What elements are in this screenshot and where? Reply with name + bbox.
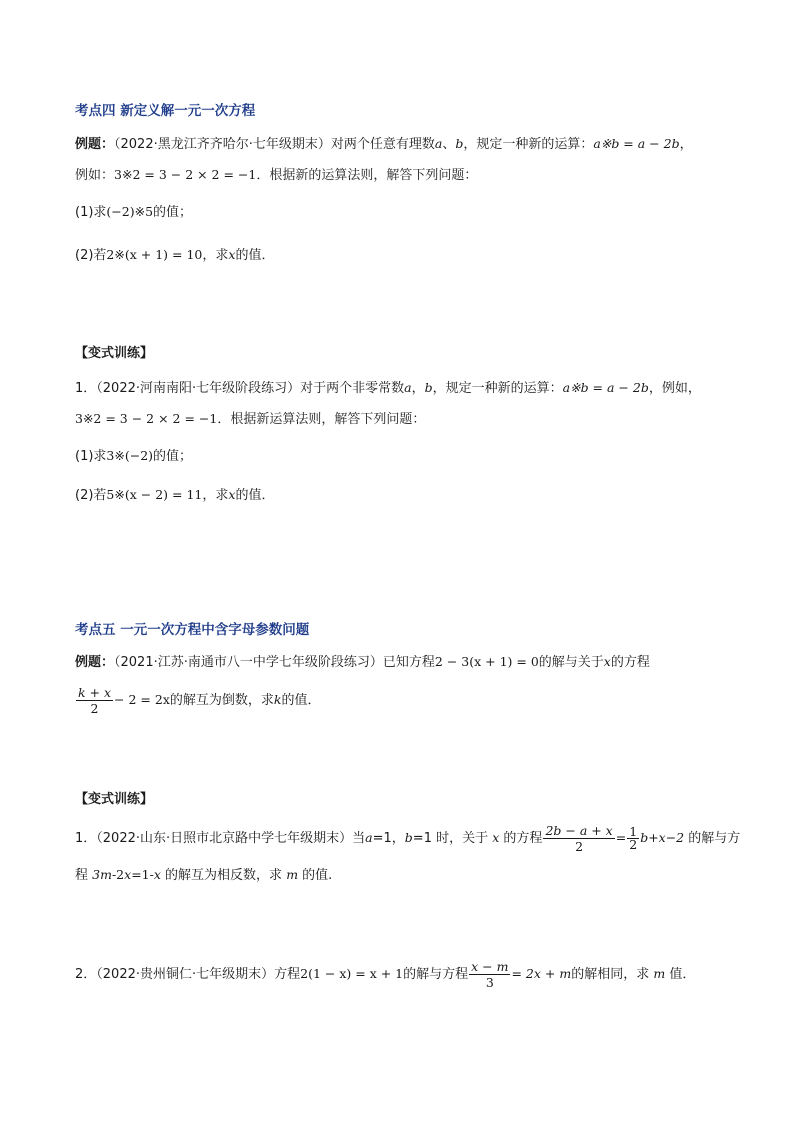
fraction-half <box>627 826 639 851</box>
example-source: （2021·江苏·南通市八一中学七年级阶段练习） <box>114 655 383 670</box>
math-equation: 2 − 3(x + 1) = 0 <box>434 654 539 669</box>
fraction-numerator: 2b − a + x <box>545 823 613 838</box>
problem-number: 2． <box>75 967 97 982</box>
variant1-line2 <box>75 409 425 430</box>
problem-text: 的方程 <box>499 831 543 846</box>
question-prefix: (1)求 <box>75 449 107 464</box>
math-example-expr: 3※2 = 3 − 2 × 2 = −1 <box>75 411 218 426</box>
problem-text: ．根据新运算法则，解答下列问题： <box>217 412 426 427</box>
variant-training-heading: 【变式训练】 <box>75 346 154 361</box>
math-equation: = 2x + m <box>511 966 572 981</box>
math-expr: =1- <box>131 867 154 882</box>
variant1-line1 <box>75 378 701 399</box>
math-var-b: b <box>455 136 464 151</box>
fraction <box>76 685 113 716</box>
problem-text: 的解互为相反数，求 <box>160 868 287 883</box>
math-var-b: b <box>404 830 413 845</box>
problem-text: =1， <box>372 831 405 846</box>
example-text: ．根据新的运算法则，解答下列问题： <box>256 168 478 183</box>
math-rule-expr: a※b = a − 2b <box>562 380 649 395</box>
example-text: 的解互为倒数，求 <box>169 693 274 708</box>
section4-question1 <box>75 202 192 223</box>
math-expr: b+x−2 <box>640 830 685 845</box>
question-text: ，求 <box>202 248 229 263</box>
variant2-p1-line2 <box>75 865 332 886</box>
fraction-denominator: 2 <box>575 839 584 854</box>
math-var-x: x <box>153 867 161 882</box>
example-label: 例题： <box>75 655 115 670</box>
math-expr: 2※(x + 1) = 10 <box>106 247 203 262</box>
variant1-question2 <box>75 485 274 506</box>
variant1-question1 <box>75 446 192 467</box>
math-var-a: a <box>404 380 412 395</box>
example-text: 例如： <box>75 168 115 183</box>
example-text: 、 <box>442 137 456 152</box>
math-var-x: x <box>228 487 236 502</box>
example-text: 的方程 <box>610 655 650 670</box>
variant-training-heading: 【变式训练】 <box>75 792 154 807</box>
problem-number: 1． <box>75 381 97 396</box>
problem-number: 1． <box>75 831 97 846</box>
math-expr: -2 <box>111 867 125 882</box>
question-prefix: (2)若 <box>75 488 107 503</box>
question-suffix: 的值． <box>235 488 275 503</box>
variant2-p1-line1 <box>75 818 740 859</box>
fraction-denominator: 2 <box>90 701 99 716</box>
math-var-m: m <box>286 867 299 882</box>
math-var-x: x <box>124 867 132 882</box>
problem-text: 的解与方 <box>684 831 741 846</box>
section5-example-line2 <box>75 682 320 719</box>
fraction <box>469 959 510 990</box>
math-var-m: m <box>653 966 666 981</box>
problem-text: 程 <box>75 868 93 883</box>
section4-heading: 考点四 新定义解一元一次方程 <box>75 103 256 119</box>
example-text: ，规定一种新的运算： <box>463 137 594 152</box>
fraction-numerator: x − m <box>471 959 509 974</box>
section4-example-line2 <box>75 165 477 186</box>
problem-text: ，规定一种新的运算： <box>432 381 563 396</box>
question-prefix: (2)若 <box>75 248 107 263</box>
question-prefix: (1)求 <box>75 205 107 220</box>
fraction <box>543 823 614 854</box>
question-suffix: 的值； <box>153 449 193 464</box>
problem-text: 值． <box>665 967 696 982</box>
fraction-numerator: k + x <box>78 685 112 700</box>
math-equation: − 2 = 2x <box>114 692 170 707</box>
problem-source: （2022·河南南阳·七年级阶段练习） <box>96 381 301 396</box>
math-var-a: a <box>434 136 443 151</box>
section4-example-line1 <box>75 134 693 155</box>
math-rule-expr: a※b = a − 2b <box>593 136 680 151</box>
math-expr: 3※(−2) <box>106 448 154 463</box>
problem-text: 对于两个非零常数 <box>300 381 405 396</box>
math-var-x: x <box>492 830 500 845</box>
math-expr: (−2)※5 <box>106 204 154 219</box>
problem-text: 的解与方程 <box>403 967 469 982</box>
problem-text: 方程 <box>274 967 301 982</box>
math-equation: 2(1 − x) = x + 1 <box>300 966 404 981</box>
example-text: 对两个任意有理数 <box>330 137 435 152</box>
math-example-expr: 3※2 = 3 − 2 × 2 = −1 <box>114 167 257 182</box>
fraction-denominator: 2 <box>629 837 638 852</box>
problem-text: 当 <box>352 831 366 846</box>
math-var-a: a <box>365 830 373 845</box>
problem-text: 的解相同，求 <box>571 967 654 982</box>
section5-heading: 考点五 一元一次方程中含字母参数问题 <box>75 622 310 638</box>
section4-question2 <box>75 245 274 266</box>
example-label: 例题： <box>75 137 115 152</box>
example-source: （2022·黑龙江齐齐哈尔·七年级期末） <box>114 137 331 152</box>
variant2-p2-line1 <box>75 954 695 995</box>
section5-example-line1 <box>75 652 650 673</box>
math-expr: 3m <box>92 867 112 882</box>
math-var-x: x <box>228 247 236 262</box>
problem-text: ， <box>411 381 425 396</box>
problem-source: （2022·山东·日照市北京路中学七年级期末） <box>96 831 353 846</box>
problem-text: =1 <box>412 831 432 846</box>
problem-source: （2022·贵州铜仁·七年级期末） <box>96 967 275 982</box>
math-var-x: x <box>603 654 611 669</box>
fraction-numerator: 1 <box>629 824 638 839</box>
math-var-k: k <box>273 692 282 707</box>
math-var-b: b <box>424 380 433 395</box>
example-text: ， <box>679 137 693 152</box>
question-text: ，求 <box>202 488 229 503</box>
question-suffix: 的值； <box>153 205 193 220</box>
example-text: 的值． <box>281 693 321 708</box>
math-equals: = <box>615 830 627 845</box>
example-text: 已知方程 <box>382 655 435 670</box>
fraction-denominator: 3 <box>485 975 494 990</box>
problem-text: ，例如， <box>648 381 701 396</box>
problem-text: 时，关于 <box>431 831 493 846</box>
math-expr: 5※(x − 2) = 11 <box>106 487 203 502</box>
example-text: 的解与关于 <box>538 655 604 670</box>
problem-text: 的值. <box>298 868 333 883</box>
question-suffix: 的值． <box>235 248 275 263</box>
